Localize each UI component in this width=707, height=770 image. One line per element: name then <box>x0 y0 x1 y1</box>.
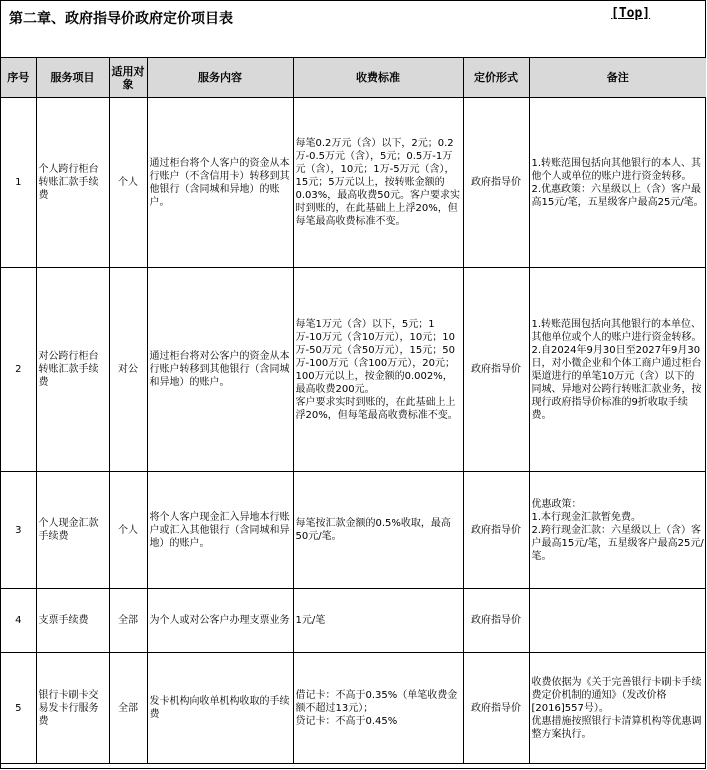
col-header-fee: 收费标准 <box>293 58 463 98</box>
table-row <box>1 98 706 268</box>
cell-target: 全部 <box>109 653 147 764</box>
cell-content: 通过柜台将个人客户的资金从本行账户（不含信用卡）转移到其他银行（含同城和异地）的账户。 <box>147 98 293 268</box>
cell-remark <box>529 589 706 653</box>
cell-fee: 每笔0.2万元（含）以下，2元；0.2万-0.5万元（含），5元；0.5万-1万元（含），10元；1万-5万元（含），15元；5万元以上，按转账金额的0.03%，最高收费50元。客户要求实时到账的，在此基础上上浮20%，但每笔最高收费标准不变。 <box>293 98 463 268</box>
cell-item: 个人现金汇款手续费 <box>36 472 109 589</box>
cell-pricing: 政府指导价 <box>463 268 529 472</box>
table-row <box>1 268 706 472</box>
cell-pricing: 政府指导价 <box>463 653 529 764</box>
col-header-content: 服务内容 <box>147 58 293 98</box>
col-header-target: 适用对象 <box>109 58 147 98</box>
cell-pricing: 政府指导价 <box>463 472 529 589</box>
col-header-no: 序号 <box>1 58 36 98</box>
cell-remark: 1.转账范围包括向其他银行的本单位、其他单位或个人的账户进行资金转移。 2.自2024年9月30日至2027年9月30日，对小微企业和个体工商户通过柜台渠道进行的单笔10万元（含）以下的同城、异地对公跨行转账汇款业务，按现行政府指导价标准的9折收取手续费。 <box>529 268 706 472</box>
cell-content: 通过柜台将对公客户的资金从本行账户转移到其他银行（含同城和异地）的账户。 <box>147 268 293 472</box>
cell-pricing: 政府指导价 <box>463 98 529 268</box>
back-to-top-link[interactable]: [Top] <box>611 6 651 21</box>
chapter-title: 第二章、政府指导价政府定价项目表 <box>9 11 233 27</box>
cell-target: 全部 <box>109 589 147 653</box>
cell-item: 支票手续费 <box>36 589 109 653</box>
cell-remark: 收费依据为《关于完善银行卡刷卡手续费定价机制的通知》（发改价格[2016]557号）。 优惠措施按照银行卡清算机构等优惠调整方案执行。 <box>529 653 706 764</box>
cell-no: 1 <box>1 98 36 268</box>
col-header-pricing: 定价形式 <box>463 58 529 98</box>
cell-remark: 优惠政策： 1.本行现金汇款暂免费。 2.跨行现金汇款：六星级以上（含）客户最高15元/笔，五星级客户最高25元/笔。 <box>529 472 706 589</box>
cell-no: 4 <box>1 589 36 653</box>
table-row <box>1 589 706 653</box>
table-row <box>1 472 706 589</box>
cell-content: 发卡机构向收单机构收取的手续费 <box>147 653 293 764</box>
cell-no: 5 <box>1 653 36 764</box>
fee-table <box>1 58 706 764</box>
cell-fee: 1元/笔 <box>293 589 463 653</box>
cell-item: 对公跨行柜台转账汇款手续费 <box>36 268 109 472</box>
cell-fee: 借记卡：不高于0.35%（单笔收费金额不超过13元）； 贷记卡：不高于0.45% <box>293 653 463 764</box>
cell-no: 2 <box>1 268 36 472</box>
chapter-header <box>1 1 705 58</box>
cell-content: 将个人客户现金汇入异地本行账户或汇入其他银行（含同城和异地）的账户。 <box>147 472 293 589</box>
cell-no: 3 <box>1 472 36 589</box>
table-row <box>1 653 706 764</box>
col-header-remark: 备注 <box>529 58 706 98</box>
cell-item: 个人跨行柜台转账汇款手续费 <box>36 98 109 268</box>
cell-target: 对公 <box>109 268 147 472</box>
cell-remark: 1.转账范围包括向其他银行的本人、其他个人或单位的账户进行资金转移。 2.优惠政策：六星级以上（含）客户最高15元/笔，五星级客户最高25元/笔。 <box>529 98 706 268</box>
cell-fee: 每笔按汇款金额的0.5%收取，最高50元/笔。 <box>293 472 463 589</box>
table-header-row <box>1 58 706 98</box>
cell-content: 为个人或对公客户办理支票业务 <box>147 589 293 653</box>
cell-pricing: 政府指导价 <box>463 589 529 653</box>
cell-target: 个人 <box>109 98 147 268</box>
col-header-item: 服务项目 <box>36 58 109 98</box>
cell-item: 银行卡刷卡交易发卡行服务费 <box>36 653 109 764</box>
cell-fee: 每笔1万元（含）以下，5元；1万-10万元（含10万元），10元；10万-50万元（含50万元），15元；50万-100万元（含100万元），20元；100万元以上，按金额的0.002%，最高收费200元。 客户要求实时到账的，在此基础上上浮20%，但每笔最高收费标准不变。 <box>293 268 463 472</box>
cell-target: 个人 <box>109 472 147 589</box>
